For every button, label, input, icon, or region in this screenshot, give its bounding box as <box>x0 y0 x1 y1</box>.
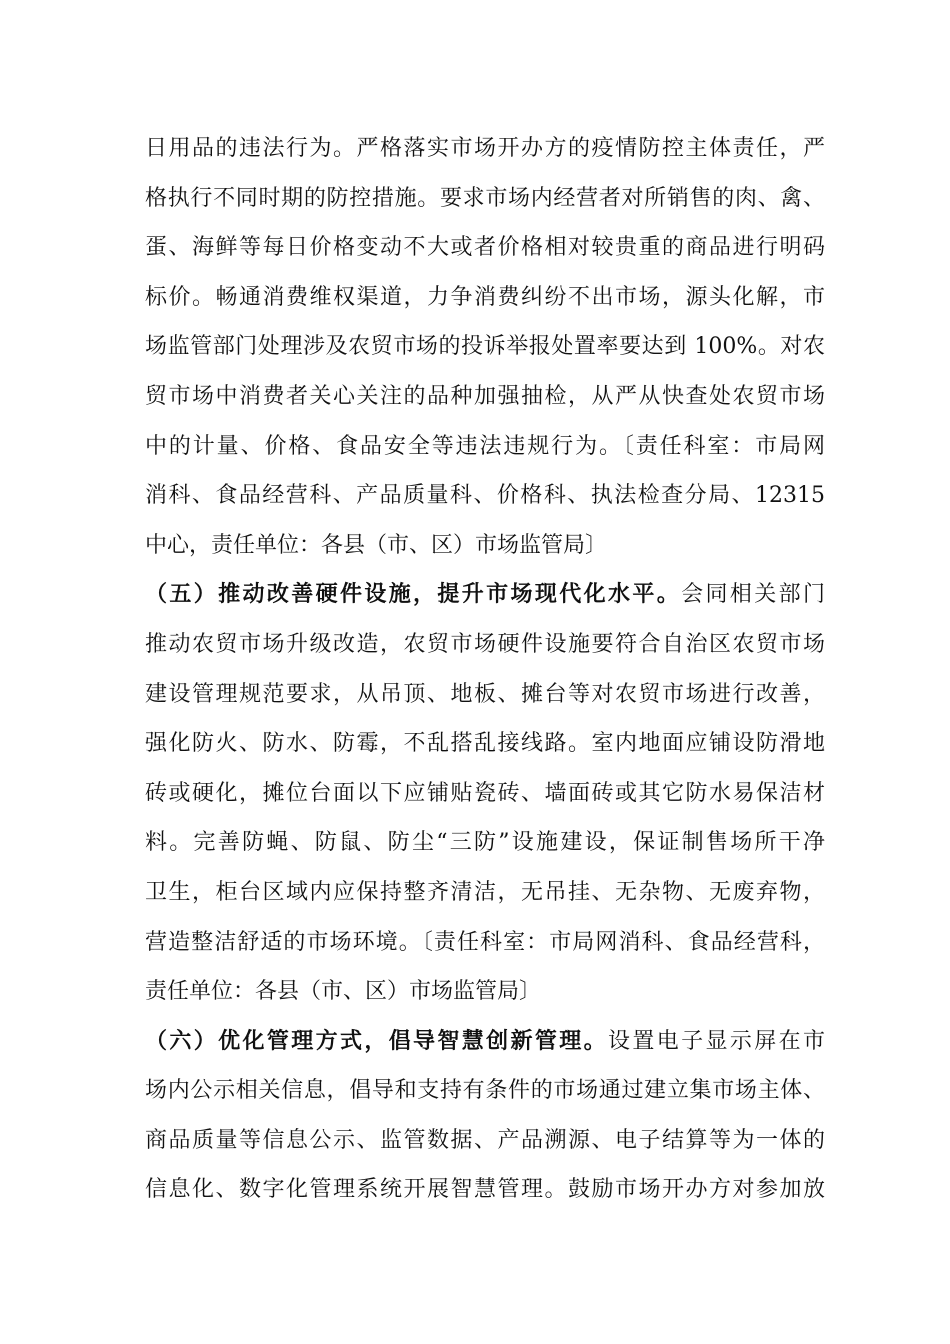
text-line: 日用品的违法行为。严格落实市场开办方的疫情防控主体责任，严 <box>145 136 825 161</box>
text-line: 责任单位：各县（市、区）市场监管局〕 <box>145 979 542 1005</box>
text-line: 蛋、海鲜等每日价格变动不大或者价格相对较贵重的商品进行明码 <box>145 235 825 261</box>
section-heading: （六）优化管理方式，倡导智慧创新管理。 <box>145 1027 609 1054</box>
text-line: 场内公示相关信息，倡导和支持有条件的市场通过建立集市场主体、 <box>145 1078 825 1104</box>
text-line: 场监管部门处理涉及农贸市场的投诉举报处置率要达到 100%。对农 <box>145 334 825 360</box>
text-line: 营造整洁舒适的市场环境。〔责任科室：市局网消科、食品经营科， <box>145 929 825 955</box>
document-body <box>145 124 825 1215</box>
paragraph-section-6 <box>145 1017 825 1215</box>
text-line: 商品质量等信息公示、监管数据、产品溯源、电子结算等为一体的 <box>145 1127 825 1153</box>
text-line: 标价。畅通消费维权渠道，力争消费纠纷不出市场，源头化解，市 <box>145 284 825 310</box>
text-line: 卫生，柜台区域内应保持整齐清洁，无吊挂、无杂物、无废弃物， <box>145 879 825 905</box>
text-line: 贸市场中消费者关心关注的品种加强抽检，从严从快查处农贸市场 <box>145 383 825 409</box>
heading-line-rest: 设置电子显示屏在市 <box>608 1028 825 1054</box>
section-heading: （五）推动改善硬件设施，提升市场现代化水平。 <box>145 581 682 608</box>
paragraph-section-5 <box>145 570 825 1016</box>
heading-line-rest: 会同相关部门 <box>681 582 825 608</box>
text-line-with-heading <box>145 1017 825 1067</box>
text-line: 信息化、数字化管理系统开展智慧管理。鼓励市场开办方对参加放 <box>145 1177 825 1203</box>
text-line: 推动农贸市场升级改造，农贸市场硬件设施要符合自治区农贸市场 <box>145 631 825 657</box>
text-line: 建设管理规范要求，从吊顶、地板、摊台等对农贸市场进行改善， <box>145 681 825 707</box>
paragraph-1 <box>145 124 825 570</box>
text-line: 料。完善防蝇、防鼠、防尘“三防”设施建设，保证制售场所干净 <box>145 830 825 856</box>
text-line: 中的计量、价格、食品安全等违法违规行为。〔责任科室：市局网 <box>145 433 825 459</box>
text-line: 砖或硬化，摊位台面以下应铺贴瓷砖、墙面砖或其它防水易保洁材 <box>145 780 825 806</box>
text-line-with-heading <box>145 570 825 620</box>
text-line: 格执行不同时期的防控措施。要求市场内经营者对所销售的肉、禽、 <box>145 185 825 211</box>
text-line: 强化防火、防水、防霉，不乱搭乱接线路。室内地面应铺设防滑地 <box>145 731 825 757</box>
text-line: 消科、食品经营科、产品质量科、价格科、执法检查分局、12315 <box>145 483 825 509</box>
text-line: 中心，责任单位：各县（市、区）市场监管局〕 <box>145 532 608 558</box>
